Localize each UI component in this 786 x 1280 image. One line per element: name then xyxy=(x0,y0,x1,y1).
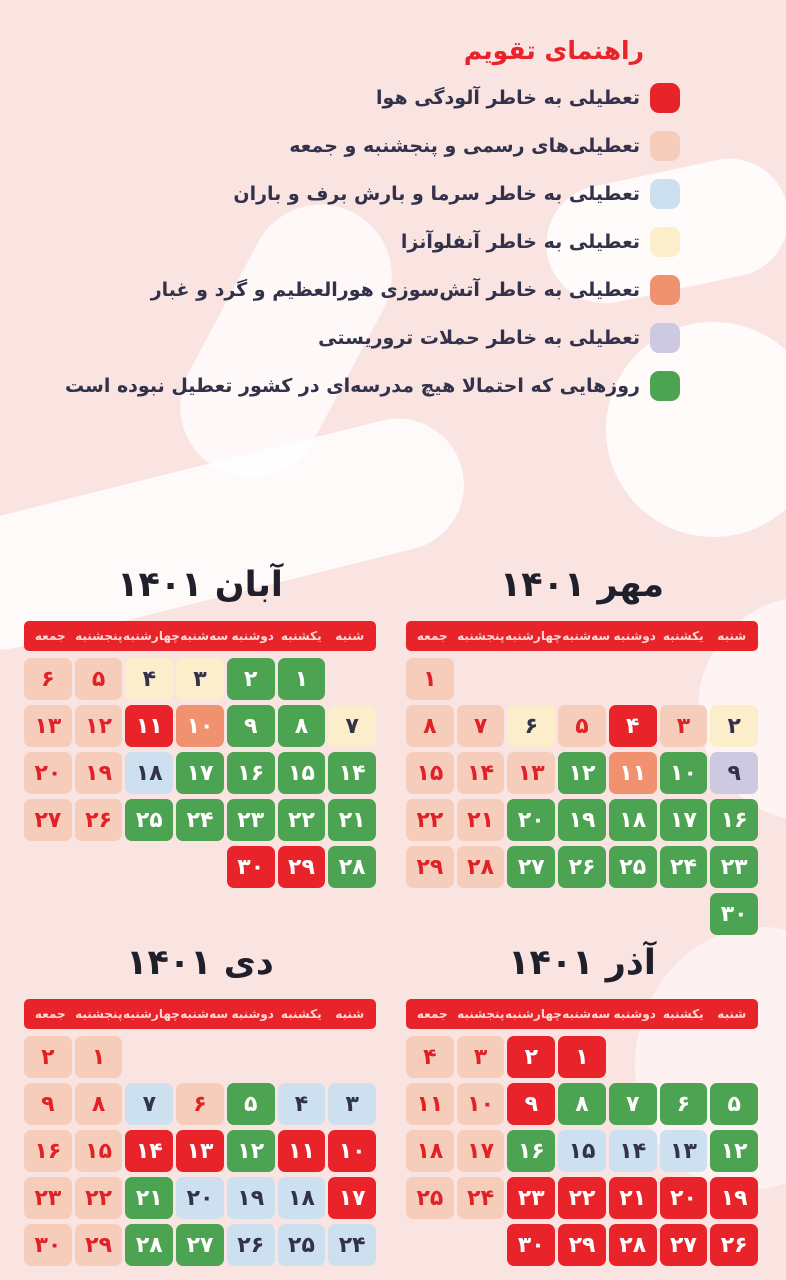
day-cell-dey-1: ۱ xyxy=(75,1036,123,1078)
day-cell-azar-8: ۸ xyxy=(558,1083,606,1125)
day-cell-aban-18: ۱۸ xyxy=(125,752,173,794)
day-cell-aban-21: ۲۱ xyxy=(328,799,376,841)
day-cell-dey-5: ۵ xyxy=(227,1083,275,1125)
day-cell-mehr-8: ۸ xyxy=(406,705,454,747)
cream-color-swatch xyxy=(650,227,680,257)
legend-item xyxy=(80,83,680,113)
day-cell-aban-27: ۲۷ xyxy=(24,799,72,841)
day-cell-dey-18: ۱۸ xyxy=(278,1177,326,1219)
day-cell-azar-29: ۲۹ xyxy=(558,1224,606,1266)
day-cell-dey-25: ۲۵ xyxy=(278,1224,326,1266)
day-cell-dey-23: ۲۳ xyxy=(24,1177,72,1219)
day-cell-dey-16: ۱۶ xyxy=(24,1130,72,1172)
weekday-label: دوشنبه xyxy=(613,1007,656,1021)
day-cell-mehr-27: ۲۷ xyxy=(507,846,555,888)
empty-cell xyxy=(660,658,708,700)
legend-label: تعطیلی به خاطر آتش‌سوزی هورالعظیم و گرد و غبار xyxy=(150,279,640,301)
day-cell-azar-22: ۲۲ xyxy=(558,1177,606,1219)
day-cell-azar-23: ۲۳ xyxy=(507,1177,555,1219)
day-cell-dey-17: ۱۷ xyxy=(328,1177,376,1219)
day-cell-mehr-26: ۲۶ xyxy=(558,846,606,888)
day-cell-azar-16: ۱۶ xyxy=(507,1130,555,1172)
day-cell-aban-11: ۱۱ xyxy=(125,705,173,747)
day-cell-mehr-10: ۱۰ xyxy=(660,752,708,794)
day-cell-mehr-24: ۲۴ xyxy=(660,846,708,888)
weekday-label: دوشنبه xyxy=(231,629,274,643)
day-cell-mehr-3: ۳ xyxy=(660,705,708,747)
day-cell-mehr-15: ۱۵ xyxy=(406,752,454,794)
empty-cell xyxy=(457,658,505,700)
day-cell-azar-3: ۳ xyxy=(457,1036,505,1078)
day-cell-mehr-14: ۱۴ xyxy=(457,752,505,794)
day-cell-aban-28: ۲۸ xyxy=(328,846,376,888)
day-cell-mehr-5: ۵ xyxy=(558,705,606,747)
calendar-aban-1401 xyxy=(24,562,376,888)
day-cell-mehr-7: ۷ xyxy=(457,705,505,747)
day-cell-aban-3: ۳ xyxy=(176,658,224,700)
month-title: آبان ۱۴۰۱ xyxy=(117,565,283,605)
weekday-header-row xyxy=(406,621,758,651)
day-cell-dey-28: ۲۸ xyxy=(125,1224,173,1266)
day-cell-azar-1: ۱ xyxy=(558,1036,606,1078)
day-cell-mehr-13: ۱۳ xyxy=(507,752,555,794)
day-cell-aban-15: ۱۵ xyxy=(278,752,326,794)
day-cell-azar-30: ۳۰ xyxy=(507,1224,555,1266)
day-cell-mehr-6: ۶ xyxy=(507,705,555,747)
day-cell-dey-11: ۱۱ xyxy=(278,1130,326,1172)
weekday-label: سه‌شنبه xyxy=(562,629,611,643)
weekday-label: شنبه xyxy=(335,1007,365,1021)
day-cell-mehr-1: ۱ xyxy=(406,658,454,700)
day-cell-azar-14: ۱۴ xyxy=(609,1130,657,1172)
day-cell-aban-12: ۱۲ xyxy=(75,705,123,747)
day-cell-azar-5: ۵ xyxy=(710,1083,758,1125)
day-cell-azar-19: ۱۹ xyxy=(710,1177,758,1219)
day-cell-azar-18: ۱۸ xyxy=(406,1130,454,1172)
empty-cell xyxy=(609,1036,657,1078)
weekday-header-row xyxy=(24,621,376,651)
day-cell-mehr-11: ۱۱ xyxy=(609,752,657,794)
day-cell-mehr-29: ۲۹ xyxy=(406,846,454,888)
day-cell-mehr-30: ۳۰ xyxy=(710,893,758,935)
legend-label: تعطیلی به خاطر سرما و بارش برف و باران xyxy=(233,183,640,205)
weekday-label: یکشنبه xyxy=(280,629,322,643)
day-cell-aban-30: ۳۰ xyxy=(227,846,275,888)
weekday-label: یکشنبه xyxy=(280,1007,322,1021)
legend xyxy=(65,36,680,419)
day-cell-mehr-20: ۲۰ xyxy=(507,799,555,841)
empty-cell xyxy=(227,1036,275,1078)
weekday-label: پنجشنبه xyxy=(75,629,123,643)
day-cell-azar-15: ۱۵ xyxy=(558,1130,606,1172)
day-cell-dey-2: ۲ xyxy=(24,1036,72,1078)
day-cell-aban-1: ۱ xyxy=(278,658,326,700)
weekday-label: چهارشنبه xyxy=(123,629,180,643)
day-cell-aban-19: ۱۹ xyxy=(75,752,123,794)
day-cell-azar-6: ۶ xyxy=(660,1083,708,1125)
weekday-label: یکشنبه xyxy=(662,629,704,643)
day-cell-azar-21: ۲۱ xyxy=(609,1177,657,1219)
weekday-label: جمعه xyxy=(34,629,66,643)
day-cell-aban-25: ۲۵ xyxy=(125,799,173,841)
weekday-label: جمعه xyxy=(416,629,448,643)
day-grid xyxy=(406,1036,758,1266)
red-color-swatch xyxy=(650,83,680,113)
day-cell-dey-15: ۱۵ xyxy=(75,1130,123,1172)
day-cell-mehr-18: ۱۸ xyxy=(609,799,657,841)
day-cell-dey-4: ۴ xyxy=(278,1083,326,1125)
calendar-dey-1401 xyxy=(24,940,376,1266)
green-color-swatch xyxy=(650,371,680,401)
empty-cell xyxy=(507,658,555,700)
empty-cell xyxy=(328,1036,376,1078)
legend-items xyxy=(65,83,680,401)
day-cell-mehr-21: ۲۱ xyxy=(457,799,505,841)
weekday-label: چهارشنبه xyxy=(505,1007,562,1021)
day-cell-aban-20: ۲۰ xyxy=(24,752,72,794)
blue-color-swatch xyxy=(650,179,680,209)
legend-label: تعطیلی به خاطر آنفلوآنزا xyxy=(400,231,640,253)
weekday-label: پنجشنبه xyxy=(75,1007,123,1021)
day-cell-mehr-28: ۲۸ xyxy=(457,846,505,888)
empty-cell xyxy=(710,658,758,700)
day-cell-aban-14: ۱۴ xyxy=(328,752,376,794)
legend-title: راهنمای تقویم xyxy=(463,36,644,65)
weekday-label: سه‌شنبه xyxy=(180,629,229,643)
day-cell-dey-29: ۲۹ xyxy=(75,1224,123,1266)
empty-cell xyxy=(660,1036,708,1078)
legend-label: روزهایی که احتمالا هیچ مدرسه‌ای در کشور تعطیل نبوده است xyxy=(65,375,640,397)
weekday-label: شنبه xyxy=(717,1007,747,1021)
day-cell-mehr-12: ۱۲ xyxy=(558,752,606,794)
day-cell-dey-12: ۱۲ xyxy=(227,1130,275,1172)
day-cell-dey-26: ۲۶ xyxy=(227,1224,275,1266)
legend-item xyxy=(65,371,680,401)
weekday-label: دوشنبه xyxy=(613,629,656,643)
lavender-color-swatch xyxy=(650,323,680,353)
empty-cell xyxy=(278,1036,326,1078)
day-cell-dey-24: ۲۴ xyxy=(328,1224,376,1266)
weekday-label: شنبه xyxy=(717,629,747,643)
day-grid xyxy=(24,1036,376,1266)
day-cell-aban-23: ۲۳ xyxy=(227,799,275,841)
day-cell-azar-24: ۲۴ xyxy=(457,1177,505,1219)
calendar-mehr-1401 xyxy=(406,562,758,935)
day-cell-azar-28: ۲۸ xyxy=(609,1224,657,1266)
weekday-label: سه‌شنبه xyxy=(562,1007,611,1021)
day-cell-dey-27: ۲۷ xyxy=(176,1224,224,1266)
legend-label: تعطیلی به خاطر آلودگی هوا xyxy=(376,87,640,109)
weekday-label: پنجشنبه xyxy=(457,1007,505,1021)
day-cell-azar-27: ۲۷ xyxy=(660,1224,708,1266)
day-cell-azar-12: ۱۲ xyxy=(710,1130,758,1172)
day-cell-mehr-22: ۲۲ xyxy=(406,799,454,841)
day-cell-mehr-2: ۲ xyxy=(710,705,758,747)
legend-item xyxy=(80,323,680,353)
legend-item xyxy=(80,131,680,161)
day-cell-azar-26: ۲۶ xyxy=(710,1224,758,1266)
month-title: آذر ۱۴۰۱ xyxy=(508,943,656,983)
day-cell-azar-20: ۲۰ xyxy=(660,1177,708,1219)
empty-cell xyxy=(558,658,606,700)
day-cell-aban-24: ۲۴ xyxy=(176,799,224,841)
empty-cell xyxy=(609,658,657,700)
day-cell-aban-9: ۹ xyxy=(227,705,275,747)
day-cell-aban-29: ۲۹ xyxy=(278,846,326,888)
day-cell-aban-22: ۲۲ xyxy=(278,799,326,841)
day-cell-mehr-19: ۱۹ xyxy=(558,799,606,841)
empty-cell xyxy=(328,658,376,700)
calendar-azar-1401 xyxy=(406,940,758,1266)
day-cell-azar-13: ۱۳ xyxy=(660,1130,708,1172)
weekday-label: یکشنبه xyxy=(662,1007,704,1021)
weekday-label: دوشنبه xyxy=(231,1007,274,1021)
day-cell-azar-7: ۷ xyxy=(609,1083,657,1125)
weekday-header-row xyxy=(24,999,376,1029)
empty-cell xyxy=(176,1036,224,1078)
day-cell-mehr-4: ۴ xyxy=(609,705,657,747)
day-cell-dey-19: ۱۹ xyxy=(227,1177,275,1219)
weekday-header-row xyxy=(406,999,758,1029)
day-cell-aban-2: ۲ xyxy=(227,658,275,700)
day-cell-aban-7: ۷ xyxy=(328,705,376,747)
day-cell-azar-11: ۱۱ xyxy=(406,1083,454,1125)
day-cell-aban-26: ۲۶ xyxy=(75,799,123,841)
legend-item xyxy=(80,179,680,209)
day-cell-mehr-23: ۲۳ xyxy=(710,846,758,888)
day-cell-aban-17: ۱۷ xyxy=(176,752,224,794)
day-cell-aban-6: ۶ xyxy=(24,658,72,700)
pink-color-swatch xyxy=(650,131,680,161)
day-cell-aban-5: ۵ xyxy=(75,658,123,700)
day-cell-dey-14: ۱۴ xyxy=(125,1130,173,1172)
day-cell-dey-8: ۸ xyxy=(75,1083,123,1125)
day-cell-dey-3: ۳ xyxy=(328,1083,376,1125)
legend-item xyxy=(80,275,680,305)
day-cell-dey-21: ۲۱ xyxy=(125,1177,173,1219)
orange-color-swatch xyxy=(650,275,680,305)
day-cell-dey-20: ۲۰ xyxy=(176,1177,224,1219)
weekday-label: چهارشنبه xyxy=(505,629,562,643)
day-cell-aban-8: ۸ xyxy=(278,705,326,747)
weekday-label: جمعه xyxy=(34,1007,66,1021)
empty-cell xyxy=(710,1036,758,1078)
day-cell-azar-25: ۲۵ xyxy=(406,1177,454,1219)
day-cell-mehr-9: ۹ xyxy=(710,752,758,794)
day-cell-mehr-17: ۱۷ xyxy=(660,799,708,841)
day-cell-aban-16: ۱۶ xyxy=(227,752,275,794)
day-cell-dey-30: ۳۰ xyxy=(24,1224,72,1266)
day-cell-dey-13: ۱۳ xyxy=(176,1130,224,1172)
day-grid xyxy=(24,658,376,888)
day-cell-azar-9: ۹ xyxy=(507,1083,555,1125)
weekday-label: شنبه xyxy=(335,629,365,643)
legend-item xyxy=(80,227,680,257)
day-cell-mehr-25: ۲۵ xyxy=(609,846,657,888)
day-cell-azar-4: ۴ xyxy=(406,1036,454,1078)
empty-cell xyxy=(125,1036,173,1078)
day-cell-dey-22: ۲۲ xyxy=(75,1177,123,1219)
day-cell-dey-9: ۹ xyxy=(24,1083,72,1125)
legend-label: تعطیلی به خاطر حملات تروریستی xyxy=(318,327,640,349)
day-cell-dey-6: ۶ xyxy=(176,1083,224,1125)
weekday-label: سه‌شنبه xyxy=(180,1007,229,1021)
day-cell-dey-10: ۱۰ xyxy=(328,1130,376,1172)
day-cell-azar-10: ۱۰ xyxy=(457,1083,505,1125)
day-cell-aban-13: ۱۳ xyxy=(24,705,72,747)
month-title: دی ۱۴۰۱ xyxy=(126,943,274,983)
weekday-label: پنجشنبه xyxy=(457,629,505,643)
day-cell-aban-4: ۴ xyxy=(125,658,173,700)
weekday-label: جمعه xyxy=(416,1007,448,1021)
weekday-label: چهارشنبه xyxy=(123,1007,180,1021)
day-cell-aban-10: ۱۰ xyxy=(176,705,224,747)
day-cell-azar-17: ۱۷ xyxy=(457,1130,505,1172)
day-cell-mehr-16: ۱۶ xyxy=(710,799,758,841)
day-grid xyxy=(406,658,758,935)
month-title: مهر ۱۴۰۱ xyxy=(499,565,665,605)
day-cell-azar-2: ۲ xyxy=(507,1036,555,1078)
day-cell-dey-7: ۷ xyxy=(125,1083,173,1125)
legend-label: تعطیلی‌های رسمی و پنجشنبه و جمعه xyxy=(289,135,640,157)
